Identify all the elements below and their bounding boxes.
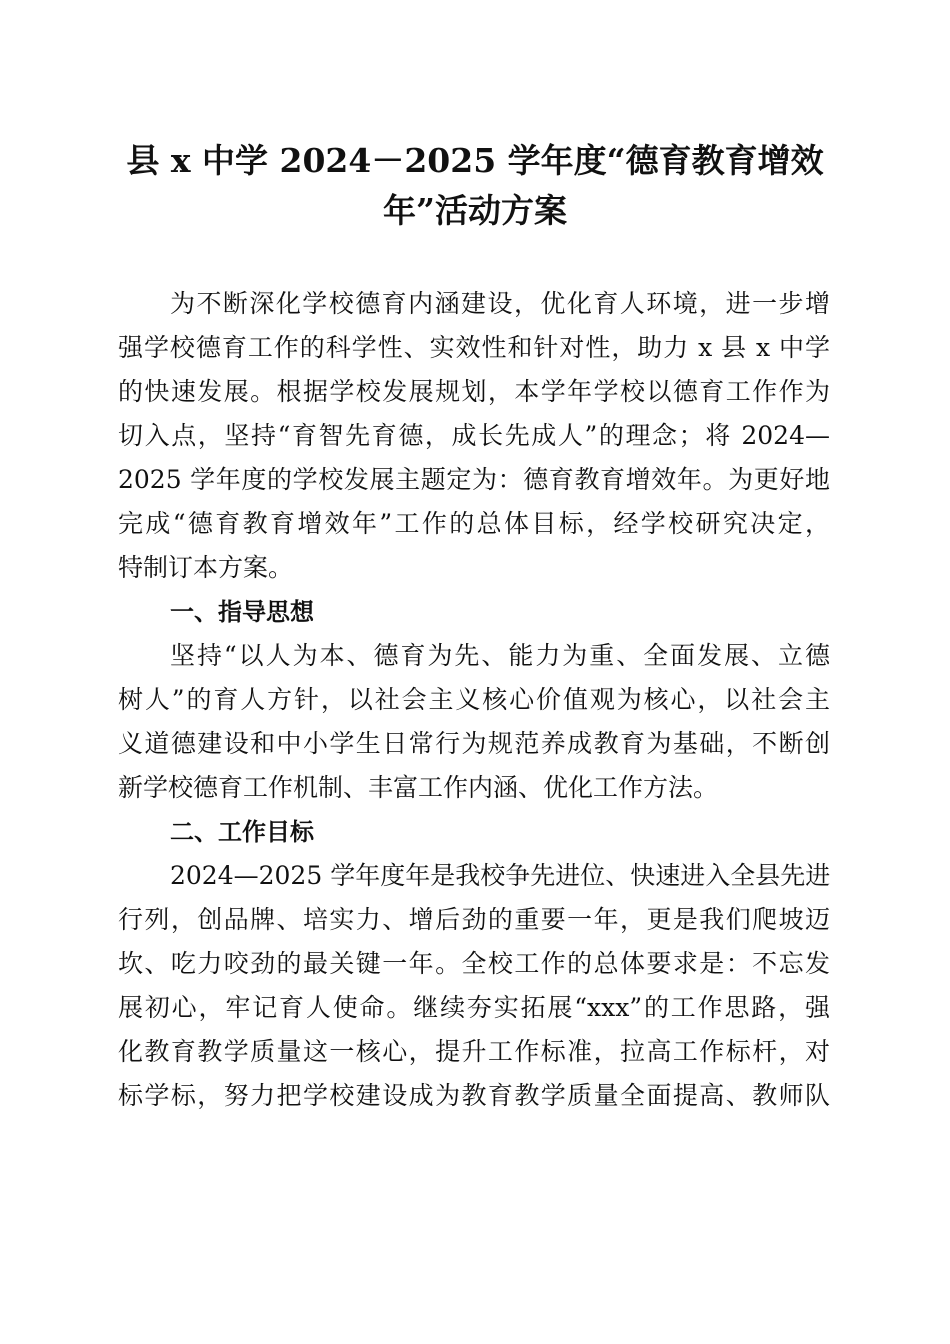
paragraph-line: 新学校德育工作机制、丰富工作内涵、优化工作方法。 bbox=[118, 773, 719, 802]
paragraph-line: 为不断深化学校德育内涵建设，优化育人环境，进一步增 bbox=[170, 289, 830, 318]
paragraph-line: 特制订本方案。 bbox=[118, 553, 294, 582]
paragraph-line: 坚持“以人为本、德育为先、能力为重、全面发展、立德 bbox=[170, 641, 830, 670]
paragraph-line: 义道德建设和中小学生日常行为规范养成教育为基础，不断创 bbox=[118, 729, 830, 758]
paragraph-line: 切入点，坚持“育智先育德，成长先成人”的理念；将 2024— bbox=[118, 421, 830, 450]
document-title bbox=[120, 136, 830, 236]
paragraph-line: 完成“德育教育增效年”工作的总体目标，经学校研究决定， bbox=[118, 509, 830, 538]
paragraph-line: 标学标，努力把学校建设成为教育教学质量全面提高、教师队 bbox=[118, 1081, 830, 1110]
intro-paragraph bbox=[118, 282, 830, 590]
paragraph-line: 强学校德育工作的科学性、实效性和针对性，助力 x 县 x 中学 bbox=[118, 333, 830, 362]
title-line-1: 县 x 中学 2024－2025 学年度“德育教育增效 bbox=[126, 141, 824, 180]
section-heading-work-goals: 二、工作目标 bbox=[170, 818, 314, 846]
paragraph-line: 树人”的育人方针，以社会主义核心价值观为核心，以社会主 bbox=[118, 685, 830, 714]
paragraph-line: 行列，创品牌、培实力、增后劲的重要一年，更是我们爬坡迈 bbox=[118, 905, 830, 934]
section-heading-guiding-ideology: 一、指导思想 bbox=[170, 598, 314, 626]
title-line-2: 年”活动方案 bbox=[383, 191, 567, 230]
paragraph-line: 2024—2025 学年度年是我校争先进位、快速进入全县先进 bbox=[170, 861, 831, 890]
paragraph-line: 2025 学年度的学校发展主题定为：德育教育增效年。为更好地 bbox=[118, 465, 830, 494]
guiding-ideology-paragraph bbox=[118, 634, 830, 810]
paragraph-line: 展初心，牢记育人使命。继续夯实拓展“xxx”的工作思路，强 bbox=[118, 993, 830, 1022]
work-goals-paragraph bbox=[118, 854, 830, 1118]
paragraph-line: 坎、吃力咬劲的最关键一年。全校工作的总体要求是：不忘发 bbox=[118, 949, 830, 978]
paragraph-line: 的快速发展。根据学校发展规划，本学年学校以德育工作作为 bbox=[118, 377, 830, 406]
document-body bbox=[118, 282, 830, 1118]
paragraph-line: 化教育教学质量这一核心，提升工作标准，拉高工作标杆，对 bbox=[118, 1037, 830, 1066]
